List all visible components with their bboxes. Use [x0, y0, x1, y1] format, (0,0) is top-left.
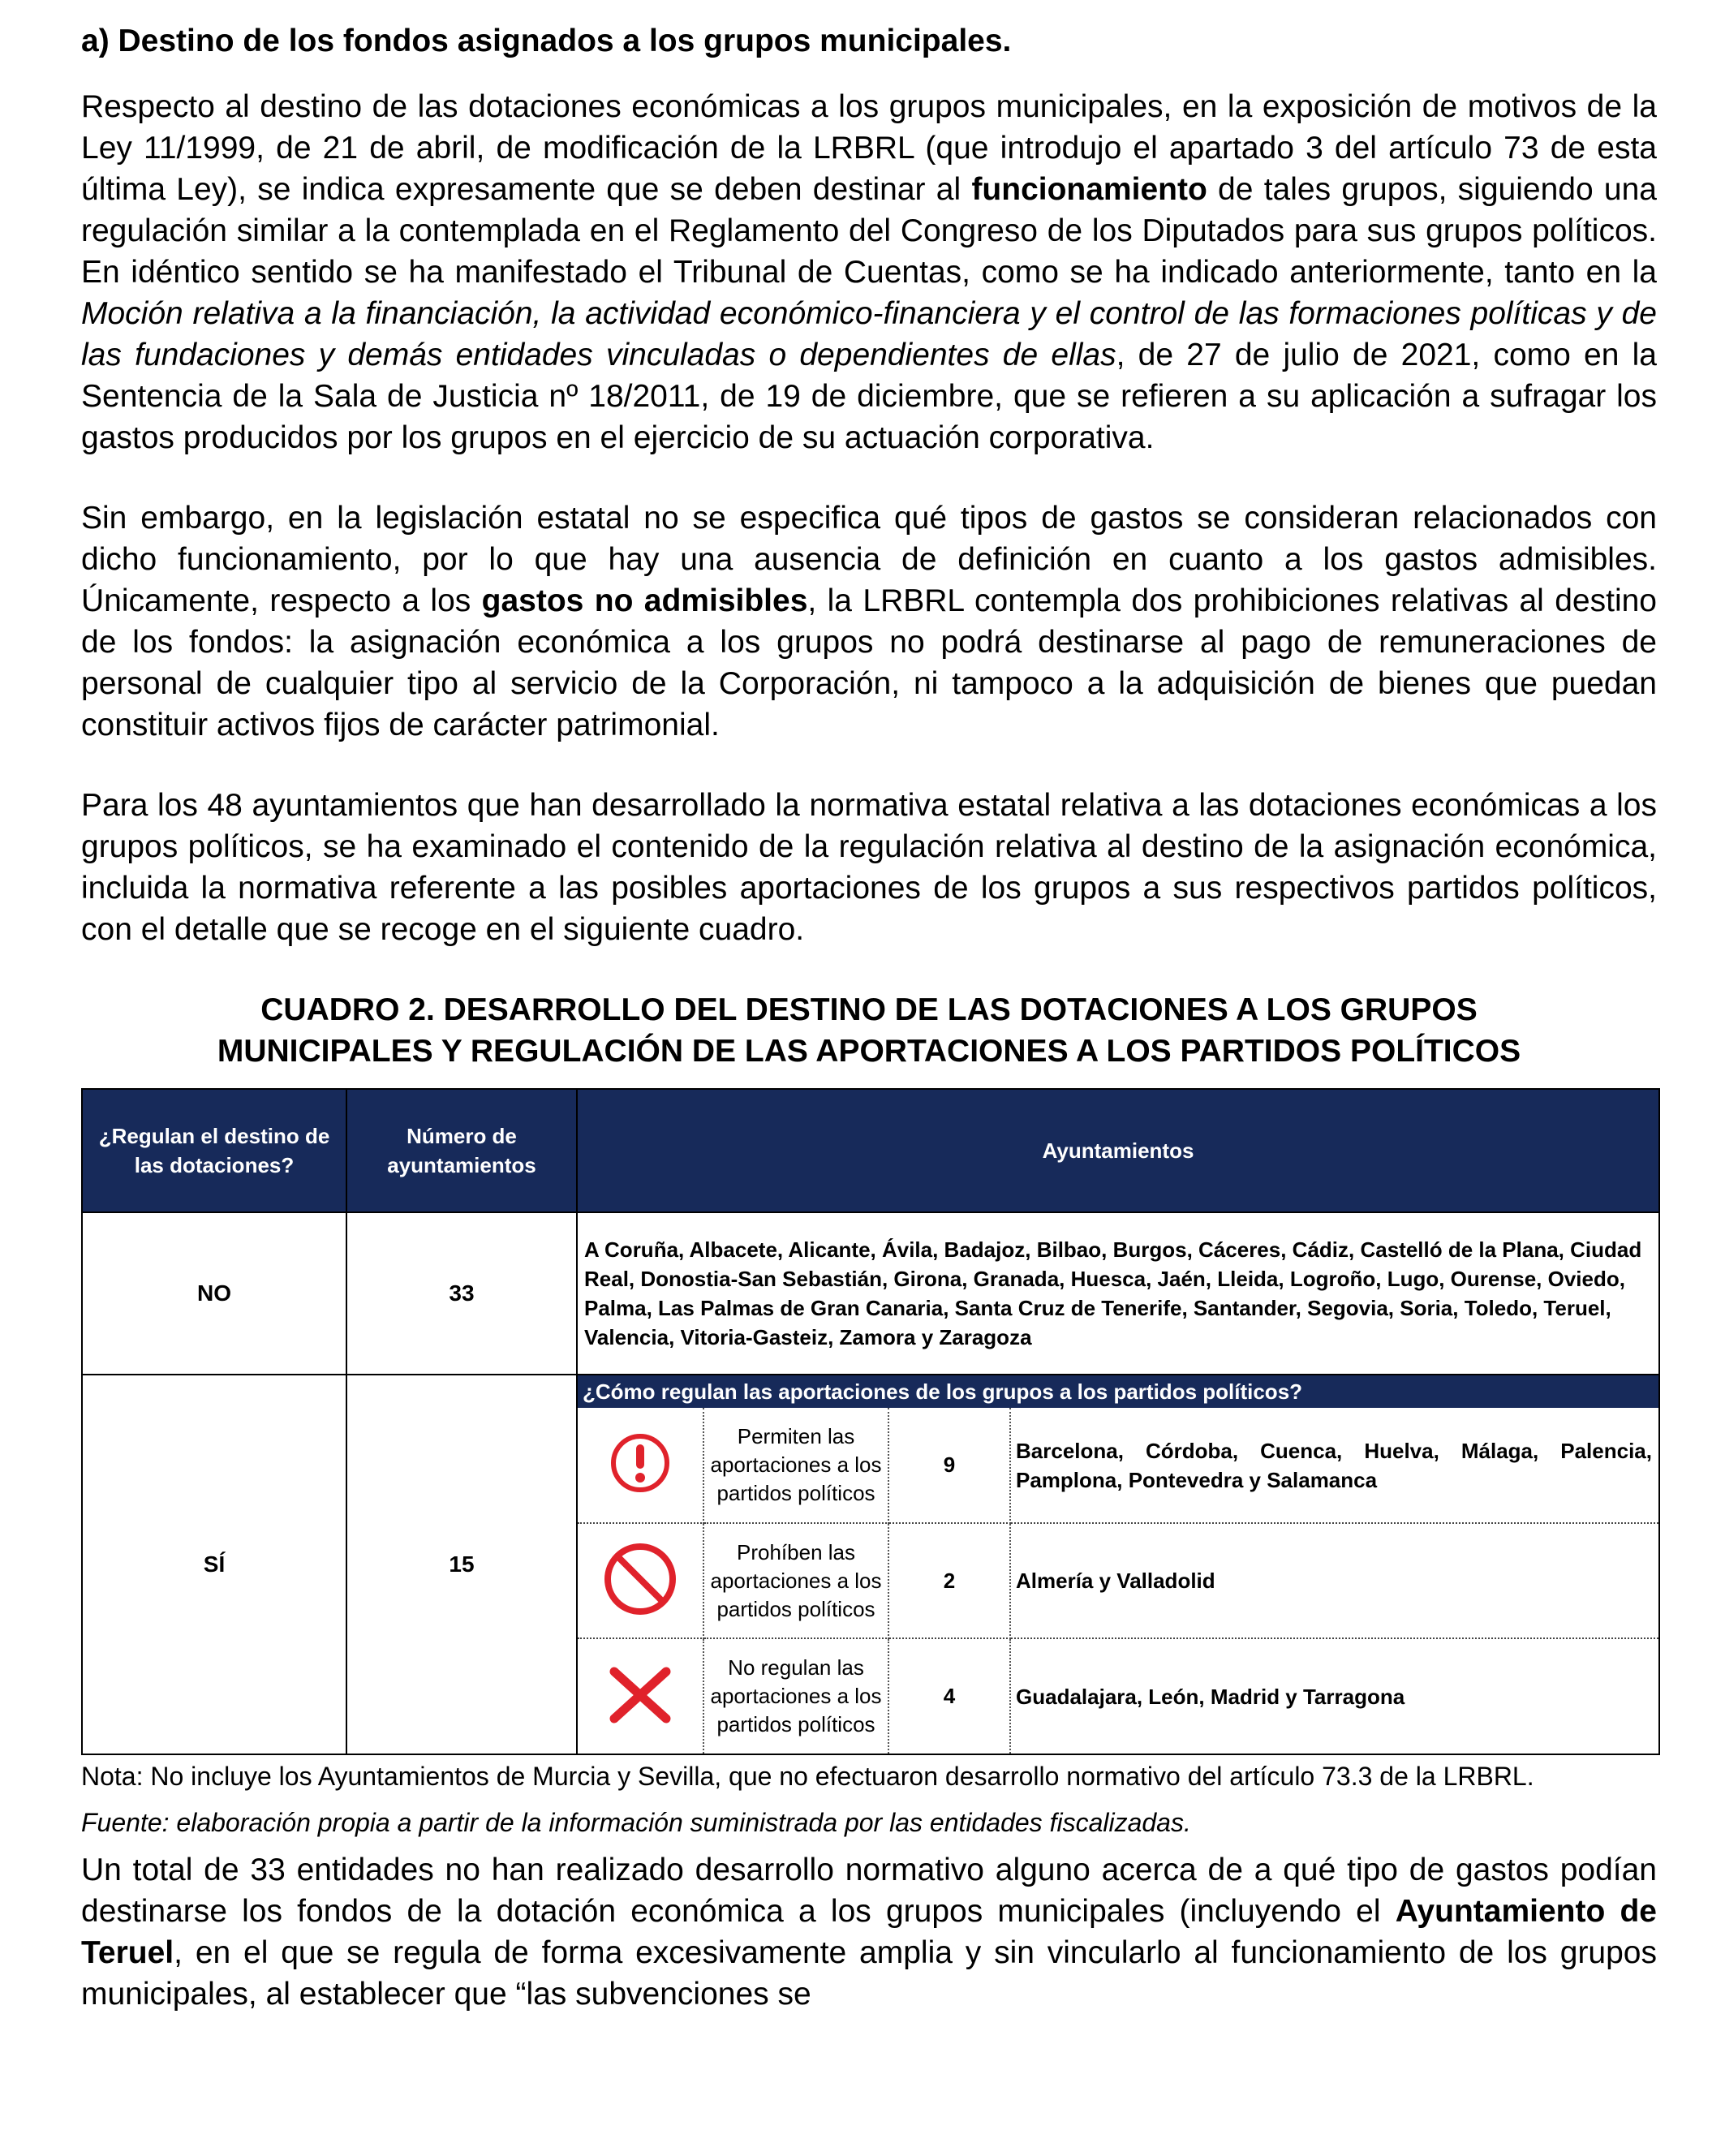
subrow-prohiben-cities: Almería y Valladolid	[1010, 1523, 1658, 1638]
subrow-permiten-desc: Permiten las aportaciones a los partidos políticos	[703, 1408, 888, 1523]
document-page	[81, 23, 1657, 2015]
paragraph-2-text-a: Sin embargo, en la legislación estatal no se especifica qué tipos de gastos se consideran relacionados con dicho funcionamiento, por lo que hay una ausencia de definición en cuanto a los gastos admisibles. Únicamente, respecto a los	[81, 501, 1657, 618]
paragraph-2-bold: gastos no admisibles	[481, 583, 808, 618]
aportaciones-header: ¿Cómo regulan las aportaciones de los grupos a los partidos políticos?	[578, 1375, 1658, 1408]
row-no-label: NO	[82, 1212, 346, 1375]
header-ayuntamientos: Ayuntamientos	[577, 1089, 1659, 1212]
cuadro-title	[81, 989, 1657, 1072]
subrow-no-regulan-count: 4	[888, 1638, 1010, 1754]
paragraph-2	[81, 497, 1657, 746]
subrow-permiten-icon-cell	[578, 1408, 703, 1523]
subrow-prohiben-count: 2	[888, 1523, 1010, 1638]
section-heading: a) Destino de los fondos asignados a los grupos municipales.	[81, 24, 1012, 58]
cuadro-title-line-1: CUADRO 2. DESARROLLO DEL DESTINO DE LAS DOTACIONES A LOS GRUPOS	[260, 992, 1478, 1027]
subrow-prohiben-desc: Prohíben las aportaciones a los partidos políticos	[703, 1523, 888, 1638]
paragraph-1-text-b: de tales grupos, siguiendo una regulación similar a la contemplada en el Reglamento del Congreso de los Diputados para sus grupos políticos. En idéntico sentido se ha manifestado el Tribunal de Cuentas, como se ha indicado anteriormente, tanto en la	[81, 172, 1657, 290]
paragraph-1-italic: Moción relativa a la financiación, la actividad económico-financiera y el control de las formaciones políticas y de las fundaciones y demás entidades vinculadas o dependientes de ellas	[81, 296, 1657, 372]
prohibited-icon	[601, 1540, 679, 1618]
table-source: Fuente: elaboración propia a partir de la información suministrada por las entidades fiscalizadas.	[81, 1808, 1191, 1837]
paragraph-1	[81, 86, 1657, 458]
table-header-row	[82, 1089, 1659, 1212]
paragraph-1-bold: funcionamiento	[971, 172, 1207, 207]
row-si-count: 15	[346, 1375, 577, 1754]
header-numero: Número de ayuntamientos	[346, 1089, 577, 1212]
subrow-permiten-cities: Barcelona, Córdoba, Cuenca, Huelva, Málaga, Palencia, Pamplona, Pontevedra y Salamanca	[1010, 1408, 1658, 1523]
row-si-detail	[577, 1375, 1659, 1754]
table-row-no	[82, 1212, 1659, 1375]
subrow-prohiben	[578, 1523, 1658, 1638]
paragraph-2-text-b: , la LRBRL contempla dos prohibiciones relativas al destino de los fondos: la asignación económica a los grupos no podrá destinarse al pago de remuneraciones de personal de cualquier tipo al servicio de la Corporación, ni tampoco a la adquisición de bienes que puedan constituir activos fijos de carácter patrimonial.	[81, 583, 1657, 742]
row-si-label: SÍ	[82, 1375, 346, 1754]
row-no-cities: A Coruña, Albacete, Alicante, Ávila, Badajoz, Bilbao, Burgos, Cáceres, Cádiz, Castelló de la Plana, Ciudad Real, Donostia-San Sebastián, Girona, Granada, Huesca, Jaén, Lleida, Logroño, Lugo, Ourense, Oviedo, Palma, Las Palmas de Gran Canaria, Santa Cruz de Tenerife, Santander, Segovia, Soria, Toledo, Teruel, Valencia, Vitoria-Gasteiz, Zamora y Zaragoza	[577, 1212, 1659, 1375]
subrow-permiten	[578, 1408, 1658, 1523]
paragraph-1-text-a: Respecto al destino de las dotaciones económicas a los grupos municipales, en la exposición de motivos de la Ley 11/1999, de 21 de abril, de modificación de la LRBRL (que introdujo el apartado 3 del artículo 73 de esta última Ley), se indica expresamente que se deben destinar al	[81, 89, 1657, 207]
subrow-permiten-count: 9	[888, 1408, 1010, 1523]
cuadro-table	[81, 1088, 1660, 1755]
cuadro-title-line-2: MUNICIPALES Y REGULACIÓN DE LAS APORTACIONES A LOS PARTIDOS POLÍTICOS	[217, 1034, 1521, 1069]
aportaciones-subtable	[578, 1375, 1658, 1754]
table-note: Nota: No incluye los Ayuntamientos de Murcia y Sevilla, que no efectuaron desarrollo normativo del artículo 73.3 de la LRBRL.	[81, 1762, 1534, 1791]
paragraph-3: Para los 48 ayuntamientos que han desarrollado la normativa estatal relativa a las dotaciones económicas a los grupos políticos, se ha examinado el contenido de la regulación relativa al destino de la asignación económica, incluida la normativa referente a las posibles aportaciones de los grupos a sus respectivos partidos políticos, con el detalle que se recoge en el siguiente cuadro.	[81, 788, 1657, 947]
subrow-no-regulan-desc: No regulan las aportaciones a los partidos políticos	[703, 1638, 888, 1754]
header-regulan: ¿Regulan el destino de las dotaciones?	[82, 1089, 346, 1212]
paragraph-1-text-c: , de 27 de julio de 2021, como en la Sentencia de la Sala de Justicia nº 18/2011, de 19 de diciembre, que se refieren a su aplicación a sufragar los gastos producidos por los grupos en el ejercicio de su actuación corporativa.	[81, 338, 1657, 455]
exclamation-icon	[609, 1432, 671, 1494]
paragraph-4-text-a: Un total de 33 entidades no han realizado desarrollo normativo alguno acerca de a qué tipo de gastos podían destinarse los fondos de la dotación económica a los grupos municipales (incluyendo el	[81, 1853, 1657, 1929]
paragraph-4-bold: Ayuntamiento de Teruel	[81, 1894, 1657, 1970]
subrow-no-regulan	[578, 1638, 1658, 1754]
subtable-header-row	[578, 1375, 1658, 1408]
cross-icon	[608, 1665, 673, 1724]
paragraph-4	[81, 1849, 1657, 2015]
table-row-si	[82, 1375, 1659, 1754]
subrow-prohiben-icon-cell	[578, 1523, 703, 1638]
subrow-no-regulan-cities: Guadalajara, León, Madrid y Tarragona	[1016, 1684, 1405, 1709]
paragraph-4-text-b: , en el que se regula de forma excesivamente amplia y sin vincularlo al funcionamiento de los grupos municipales, al establecer que “las subvenciones se	[81, 1935, 1657, 2012]
row-no-count: 33	[346, 1212, 577, 1375]
subrow-no-regulan-icon-cell	[578, 1638, 703, 1754]
